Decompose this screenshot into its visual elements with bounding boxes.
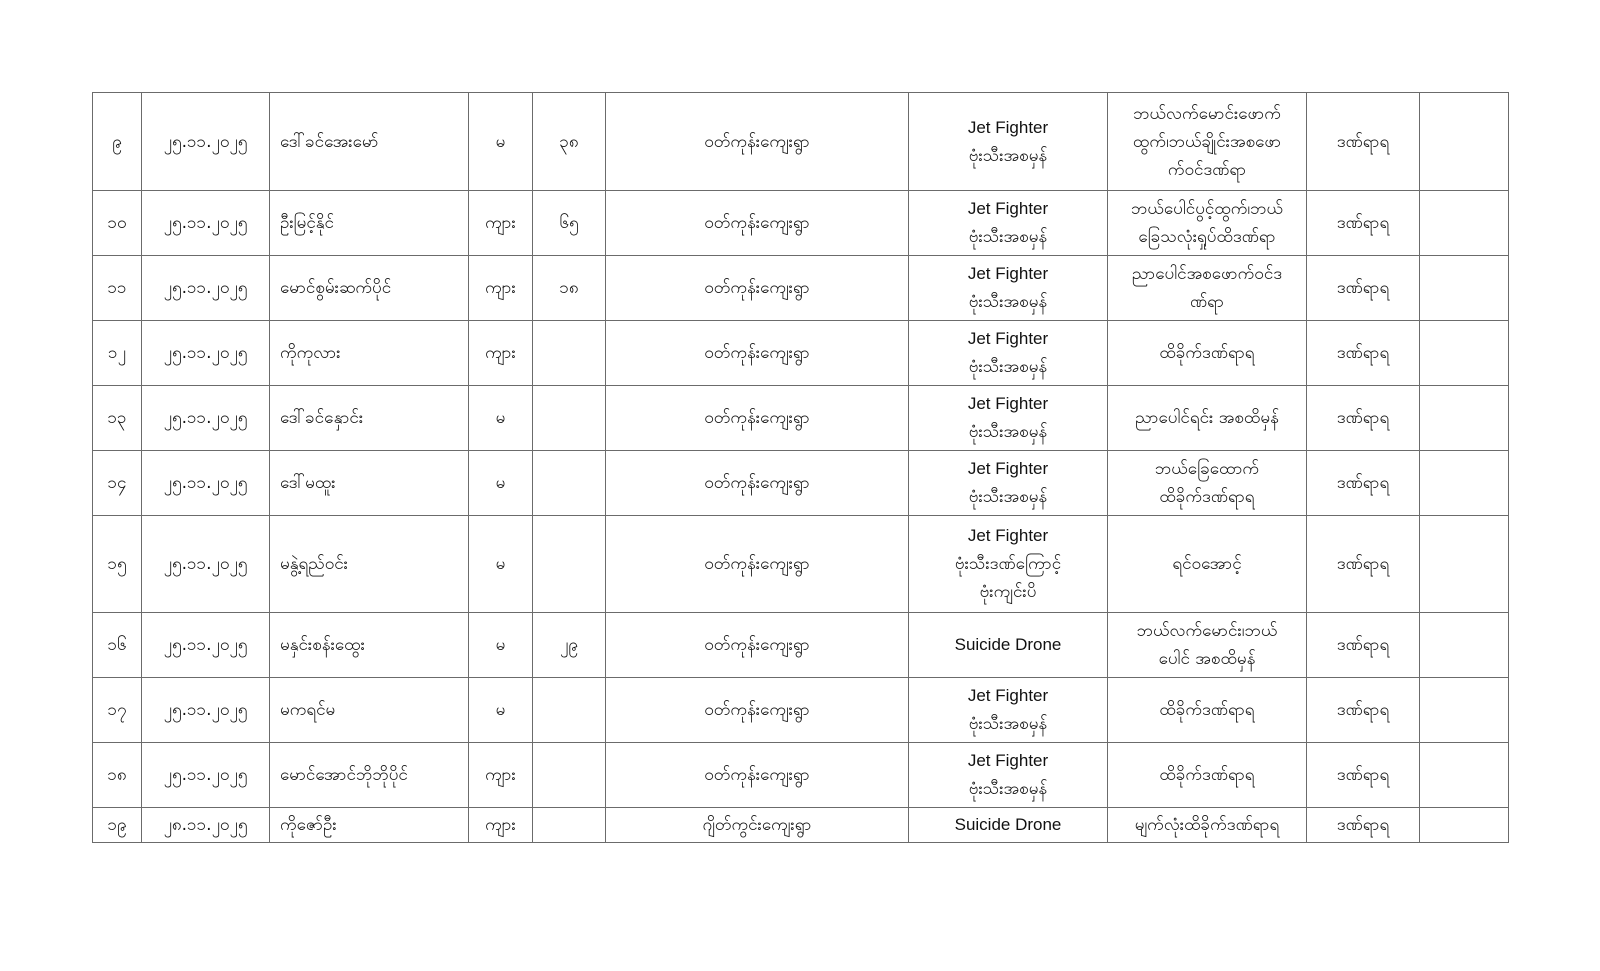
age-cell <box>533 743 606 808</box>
status-cell: ဒဏ်ရာရ <box>1307 191 1420 256</box>
row-number: ၁၄ <box>93 451 142 516</box>
age-cell: ၆၅ <box>533 191 606 256</box>
remark-cell <box>1420 386 1509 451</box>
row-number: ၁၆ <box>93 613 142 678</box>
age-cell: ၁၈ <box>533 256 606 321</box>
gender-cell: ကျား <box>469 808 533 843</box>
name-cell: ဦးမြင့်နိုင် <box>270 191 469 256</box>
gender-cell: မ <box>469 516 533 613</box>
attack-detail: ဗုံးသီးအစမှန် <box>968 714 1048 734</box>
table-row <box>93 191 1509 256</box>
attack-type: Jet Fighter <box>967 394 1049 413</box>
remark-cell <box>1420 321 1509 386</box>
location-cell: ဝတ်ကုန်းကျေးရွာ <box>606 191 909 256</box>
casualty-table <box>92 92 1509 843</box>
gender-cell: ကျား <box>469 321 533 386</box>
table-row <box>93 256 1509 321</box>
date-cell: ၂၅.၁၁.၂၀၂၅ <box>142 256 270 321</box>
name-cell: မနွဲ့ရည်ဝင်း <box>270 516 469 613</box>
remark-cell <box>1420 516 1509 613</box>
injury-cell: ဘယ်ခြေထောက် ထိခိုက်ဒဏ်ရာရ <box>1108 451 1307 516</box>
date-cell: ၂၅.၁၁.၂၀၂၅ <box>142 386 270 451</box>
table-row <box>93 93 1509 191</box>
table-row <box>93 613 1509 678</box>
injury-cell: ထိခိုက်ဒဏ်ရာရ <box>1108 321 1307 386</box>
name-cell: မောင်စွမ်းဆက်ပိုင် <box>270 256 469 321</box>
location-cell: ဝတ်ကုန်းကျေးရွာ <box>606 256 909 321</box>
row-number: ၁၀ <box>93 191 142 256</box>
attack-detail: ဗုံးသီးအစမှန် <box>968 145 1048 166</box>
status-cell: ဒဏ်ရာရ <box>1307 321 1420 386</box>
age-cell: ၃၈ <box>533 93 606 191</box>
table-row <box>93 516 1509 613</box>
remark-cell <box>1420 256 1509 321</box>
attack-type: Suicide Drone <box>954 635 1062 654</box>
attack-type: Jet Fighter <box>967 264 1049 283</box>
row-number: ၁၁ <box>93 256 142 321</box>
status-cell: ဒဏ်ရာရ <box>1307 93 1420 191</box>
table-body <box>93 93 1509 843</box>
attack-detail: ဗုံးသီးအစမှန် <box>968 357 1048 377</box>
attack-cell <box>909 93 1108 191</box>
table-row <box>93 743 1509 808</box>
date-cell: ၂၅.၁၁.၂၀၂၅ <box>142 516 270 613</box>
remark-cell <box>1420 743 1509 808</box>
remark-cell <box>1420 613 1509 678</box>
row-number: ၁၂ <box>93 321 142 386</box>
attack-cell <box>909 808 1108 843</box>
status-cell: ဒဏ်ရာရ <box>1307 386 1420 451</box>
name-cell: ဒေါ်ခင်နှောင်း <box>270 386 469 451</box>
injury-cell: ထိခိုက်ဒဏ်ရာရ <box>1108 678 1307 743</box>
remark-cell <box>1420 191 1509 256</box>
gender-cell: မ <box>469 613 533 678</box>
attack-cell <box>909 743 1108 808</box>
injury-cell: ရင်ဝအောင့် <box>1108 516 1307 613</box>
age-cell <box>533 516 606 613</box>
status-cell: ဒဏ်ရာရ <box>1307 743 1420 808</box>
attack-cell <box>909 451 1108 516</box>
table-row <box>93 386 1509 451</box>
injury-cell: ညာပေါင်အစဖောက်ဝင်ဒ ဏ်ရာ <box>1108 256 1307 321</box>
table-row <box>93 451 1509 516</box>
attack-type: Jet Fighter <box>967 686 1049 705</box>
row-number: ၁၈ <box>93 743 142 808</box>
attack-detail: ဗုံးသီးအစမှန် <box>968 779 1048 799</box>
row-number: ၁၇ <box>93 678 142 743</box>
attack-type: Jet Fighter <box>967 459 1049 478</box>
row-number: ၁၃ <box>93 386 142 451</box>
row-number: ၁၉ <box>93 808 142 843</box>
attack-detail: ဗုံးသီးအစမှန် <box>968 487 1048 507</box>
age-cell <box>533 386 606 451</box>
location-cell: ဝတ်ကုန်းကျေးရွာ <box>606 743 909 808</box>
attack-cell <box>909 386 1108 451</box>
name-cell: မနှင်းစန်းထွေး <box>270 613 469 678</box>
location-cell: ဝတ်ကုန်းကျေးရွာ <box>606 93 909 191</box>
date-cell: ၂၅.၁၁.၂၀၂၅ <box>142 678 270 743</box>
location-cell: ဝတ်ကုန်းကျေးရွာ <box>606 516 909 613</box>
status-cell: ဒဏ်ရာရ <box>1307 256 1420 321</box>
remark-cell <box>1420 678 1509 743</box>
date-cell: ၂၈.၁၁.၂၀၂၅ <box>142 808 270 843</box>
status-cell: ဒဏ်ရာရ <box>1307 451 1420 516</box>
name-cell: ကိုကုလား <box>270 321 469 386</box>
attack-type: Jet Fighter <box>967 199 1049 218</box>
date-cell: ၂၅.၁၁.၂၀၂၅ <box>142 451 270 516</box>
row-number: ၉ <box>93 93 142 191</box>
date-cell: ၂၅.၁၁.၂၀၂၅ <box>142 93 270 191</box>
attack-detail: ဗုံးသီးအစမှန် <box>968 422 1048 442</box>
status-cell: ဒဏ်ရာရ <box>1307 516 1420 613</box>
attack-detail: ဗုံးသီးဒဏ်ကြောင့် ဗုံးကျင်းပိ <box>954 554 1062 602</box>
date-cell: ၂၅.၁၁.၂၀၂၅ <box>142 743 270 808</box>
date-cell: ၂၅.၁၁.၂၀၂၅ <box>142 191 270 256</box>
remark-cell <box>1420 451 1509 516</box>
location-cell: ဝတ်ကုန်းကျေးရွာ <box>606 678 909 743</box>
attack-cell <box>909 678 1108 743</box>
location-cell: ဝတ်ကုန်းကျေးရွာ <box>606 321 909 386</box>
status-cell: ဒဏ်ရာရ <box>1307 678 1420 743</box>
date-cell: ၂၅.၁၁.၂၀၂၅ <box>142 321 270 386</box>
gender-cell: မ <box>469 451 533 516</box>
remark-cell <box>1420 93 1509 191</box>
age-cell <box>533 321 606 386</box>
remark-cell <box>1420 808 1509 843</box>
attack-cell <box>909 516 1108 613</box>
table-row <box>93 678 1509 743</box>
injury-cell: မျက်လုံးထိခိုက်ဒဏ်ရာရ <box>1108 808 1307 843</box>
attack-detail: ဗုံးသီးအစမှန် <box>968 227 1048 247</box>
attack-type: Jet Fighter <box>967 526 1049 545</box>
name-cell: မောင်အောင်ဘိုဘိုပိုင် <box>270 743 469 808</box>
age-cell <box>533 808 606 843</box>
name-cell: ဒေါ်မထူး <box>270 451 469 516</box>
name-cell: ကိုဇော်ဦး <box>270 808 469 843</box>
location-cell: ဂျိတ်ကွင်းကျေးရွာ <box>606 808 909 843</box>
status-cell: ဒဏ်ရာရ <box>1307 808 1420 843</box>
attack-type: Jet Fighter <box>967 117 1049 137</box>
injury-cell: ထိခိုက်ဒဏ်ရာရ <box>1108 743 1307 808</box>
age-cell: ၂၉ <box>533 613 606 678</box>
attack-cell <box>909 256 1108 321</box>
gender-cell: မ <box>469 678 533 743</box>
table-row <box>93 321 1509 386</box>
age-cell <box>533 451 606 516</box>
injury-cell: ဘယ်ပေါင်ပွင့်ထွက်၊ဘယ် ခြေသလုံးရှုပ်ထိဒဏ်ရာ <box>1108 191 1307 256</box>
table-row <box>93 808 1509 843</box>
gender-cell: ကျား <box>469 256 533 321</box>
injury-cell: ညာပေါင်ရင်း အစထိမှန် <box>1108 386 1307 451</box>
attack-cell <box>909 321 1108 386</box>
status-cell: ဒဏ်ရာရ <box>1307 613 1420 678</box>
attack-cell <box>909 613 1108 678</box>
attack-type: Suicide Drone <box>954 815 1062 834</box>
attack-type: Jet Fighter <box>967 329 1049 348</box>
gender-cell: ကျား <box>469 743 533 808</box>
gender-cell: မ <box>469 386 533 451</box>
row-number: ၁၅ <box>93 516 142 613</box>
attack-type: Jet Fighter <box>967 751 1049 770</box>
injury-cell: ဘယ်လက်မောင်းဖောက် ထွက်၊ဘယ်ချိုင်းအစဖော က်ဝင်ဒဏ်ရာ <box>1108 93 1307 191</box>
gender-cell: ကျား <box>469 191 533 256</box>
name-cell: မကရင်မ <box>270 678 469 743</box>
attack-cell <box>909 191 1108 256</box>
gender-cell: မ <box>469 93 533 191</box>
date-cell: ၂၅.၁၁.၂၀၂၅ <box>142 613 270 678</box>
location-cell: ဝတ်ကုန်းကျေးရွာ <box>606 451 909 516</box>
name-cell: ဒေါ်ခင်အေးမော် <box>270 93 469 191</box>
age-cell <box>533 678 606 743</box>
location-cell: ဝတ်ကုန်းကျေးရွာ <box>606 386 909 451</box>
injury-cell: ဘယ်လက်မောင်း၊ဘယ် ပေါင် အစထိမှန် <box>1108 613 1307 678</box>
attack-detail: ဗုံးသီးအစမှန် <box>968 292 1048 312</box>
location-cell: ဝတ်ကုန်းကျေးရွာ <box>606 613 909 678</box>
